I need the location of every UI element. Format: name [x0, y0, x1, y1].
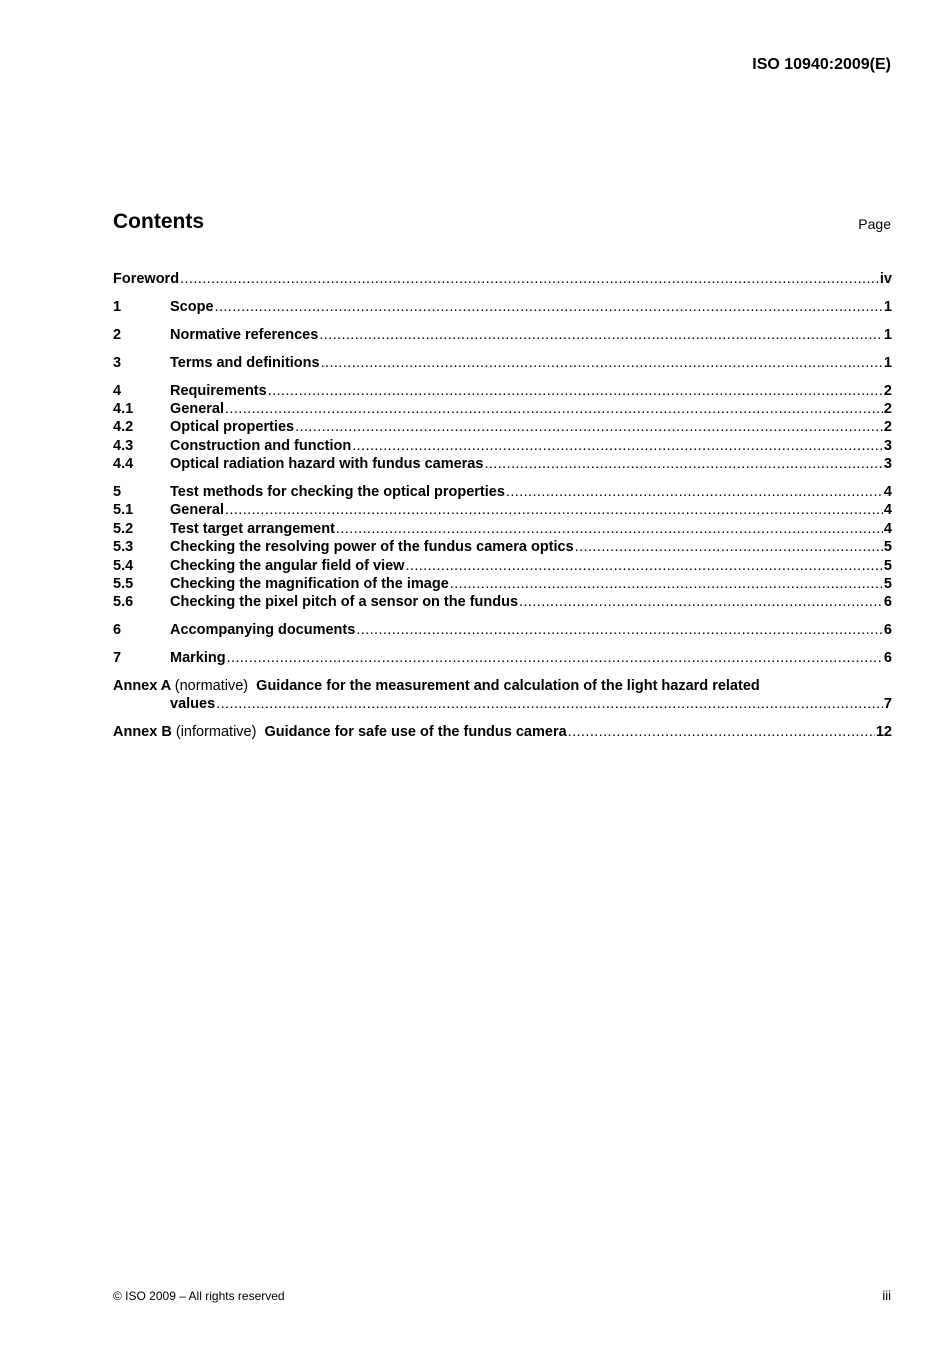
dot-leader — [506, 483, 883, 501]
toc-page: 5 — [883, 575, 892, 592]
annex-label: Annex B — [113, 724, 172, 741]
toc-entry-5-6[interactable] — [113, 593, 892, 611]
toc-entry-5-5[interactable] — [113, 575, 892, 593]
dot-leader — [180, 270, 879, 288]
page-column-label: Page — [858, 216, 891, 232]
toc-entry-6[interactable] — [113, 621, 892, 639]
toc-entry-4-3[interactable] — [113, 437, 892, 455]
toc-title: Marking — [170, 650, 226, 667]
toc-entry-4-2[interactable] — [113, 418, 892, 436]
toc-title: Checking the pixel pitch of a sensor on the fundus — [170, 594, 519, 611]
toc-entry-5-2[interactable] — [113, 520, 892, 538]
toc-page: 2 — [883, 382, 892, 399]
toc-number: 5.5 — [113, 575, 134, 592]
toc-entry-4-4[interactable] — [113, 455, 892, 473]
toc-number: 5.1 — [113, 502, 134, 519]
toc-number: 3 — [113, 354, 122, 371]
table-of-contents — [113, 270, 892, 742]
toc-entry-4[interactable] — [113, 382, 892, 400]
dot-leader — [321, 354, 883, 372]
toc-title: General — [170, 502, 224, 519]
dot-leader — [225, 400, 883, 418]
toc-entry-annex-b[interactable] — [113, 723, 892, 741]
toc-entry-1[interactable] — [113, 298, 892, 316]
toc-page: 6 — [883, 594, 892, 611]
toc-title: Construction and function — [170, 437, 352, 454]
toc-title: Scope — [170, 298, 214, 315]
toc-page: 6 — [883, 650, 892, 667]
toc-entry-5-4[interactable] — [113, 557, 892, 575]
toc-page: 6 — [883, 622, 892, 639]
toc-page: iv — [879, 271, 892, 287]
annex-label: Annex A — [113, 678, 171, 695]
toc-entry-4-1[interactable] — [113, 400, 892, 418]
toc-page: 1 — [883, 326, 892, 343]
toc-entry-5-1[interactable] — [113, 501, 892, 519]
toc-entry-annex-a[interactable] — [113, 677, 892, 714]
toc-number: 5.2 — [113, 520, 134, 537]
toc-page: 2 — [883, 419, 892, 436]
contents-heading: Contents — [113, 210, 204, 233]
toc-title: Optical properties — [170, 419, 295, 436]
toc-number: 4 — [113, 382, 122, 399]
toc-title: Foreword — [113, 271, 180, 287]
toc-page: 4 — [883, 520, 892, 537]
toc-page: 1 — [883, 354, 892, 371]
toc-entry-5[interactable] — [113, 483, 892, 501]
toc-entry-3[interactable] — [113, 354, 892, 372]
toc-page: 2 — [883, 400, 892, 417]
dot-leader — [216, 695, 883, 713]
toc-entry-foreword[interactable] — [113, 270, 892, 288]
toc-number: 4.1 — [113, 400, 134, 417]
toc-number: 2 — [113, 326, 122, 343]
toc-title: Test target arrangement — [170, 520, 335, 537]
toc-title: Checking the resolving power of the fundus camera optics — [170, 539, 574, 556]
dot-leader — [215, 298, 883, 316]
toc-page: 3 — [883, 437, 892, 454]
annex-title-continued: values — [170, 696, 216, 713]
toc-title: Terms and definitions — [170, 354, 320, 371]
toc-entry-5-3[interactable] — [113, 538, 892, 556]
toc-entry-7[interactable] — [113, 649, 892, 667]
dot-leader — [268, 382, 883, 400]
dot-leader — [575, 538, 883, 556]
dot-leader — [519, 593, 883, 611]
toc-page: 5 — [883, 557, 892, 574]
dot-leader — [484, 455, 882, 473]
toc-page: 3 — [883, 456, 892, 473]
toc-title: Optical radiation hazard with fundus cameras — [170, 456, 484, 473]
toc-number: 6 — [113, 622, 122, 639]
toc-number: 7 — [113, 650, 122, 667]
copyright-notice: © ISO 2009 – All rights reserved — [113, 1289, 285, 1303]
dot-leader — [227, 649, 883, 667]
toc-number: 4.4 — [113, 456, 134, 473]
document-reference: ISO 10940:2009(E) — [752, 56, 891, 73]
dot-leader — [336, 520, 883, 538]
toc-title: Checking the angular field of view — [170, 557, 405, 574]
toc-page: 1 — [883, 298, 892, 315]
annex-title: Guidance for the measurement and calculation of the light hazard related — [256, 678, 760, 695]
toc-number: 5.4 — [113, 557, 134, 574]
toc-page: 5 — [883, 539, 892, 556]
toc-title: Accompanying documents — [170, 622, 356, 639]
dot-leader — [295, 418, 883, 436]
toc-title: Test methods for checking the optical properties — [170, 484, 505, 501]
toc-page: 4 — [883, 502, 892, 519]
toc-entry-2[interactable] — [113, 326, 892, 344]
dot-leader — [568, 723, 875, 741]
toc-title: Checking the magnification of the image — [170, 575, 449, 592]
annex-title: Guidance for safe use of the fundus camera — [264, 724, 567, 741]
toc-page: 4 — [883, 484, 892, 501]
annex-type: (normative) — [174, 678, 249, 695]
toc-title: Normative references — [170, 326, 319, 343]
toc-number: 5 — [113, 484, 122, 501]
toc-number: 4.2 — [113, 419, 134, 436]
annex-type: (informative) — [175, 724, 257, 741]
dot-leader — [352, 437, 883, 455]
toc-page: 12 — [875, 724, 892, 741]
toc-number: 5.3 — [113, 539, 134, 556]
toc-title: General — [170, 400, 224, 417]
toc-number: 4.3 — [113, 437, 134, 454]
dot-leader — [450, 575, 883, 593]
toc-title: Requirements — [170, 382, 267, 399]
dot-leader — [319, 326, 883, 344]
dot-leader — [405, 557, 882, 575]
toc-number: 1 — [113, 298, 122, 315]
page-number: iii — [882, 1288, 891, 1303]
toc-number: 5.6 — [113, 594, 134, 611]
dot-leader — [225, 501, 883, 519]
toc-page: 7 — [883, 696, 892, 713]
dot-leader — [356, 621, 883, 639]
